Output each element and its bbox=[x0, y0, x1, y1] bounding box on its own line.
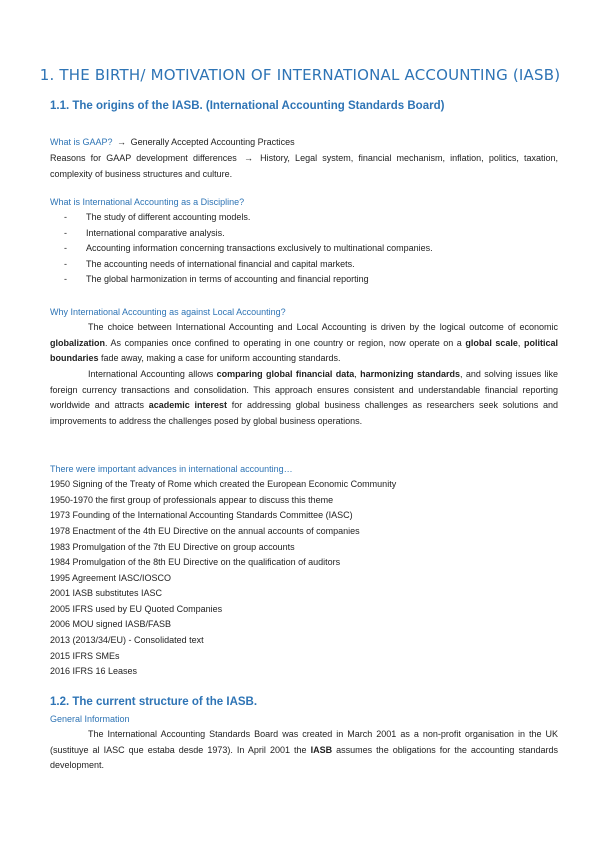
timeline-item: 1978 Enactment of the 4th EU Directive on the annual accounts of companies bbox=[50, 526, 360, 536]
text: The choice between International Accounting and Local Accounting is driven by the logical outcome of economic bbox=[88, 322, 558, 332]
gaap-reasons-paragraph bbox=[50, 151, 558, 182]
globalization-paragraph bbox=[50, 320, 558, 367]
timeline-item: 2005 IFRS used by EU Quoted Companies bbox=[50, 604, 223, 614]
timeline-item: 2015 IFRS SMEs bbox=[50, 651, 120, 661]
text: , bbox=[517, 337, 524, 348]
text: , bbox=[354, 369, 361, 379]
bold-text: IASB bbox=[310, 744, 333, 755]
list-item bbox=[50, 210, 433, 226]
list-item-text: International comparative analysis. bbox=[86, 227, 225, 238]
bold-text: political boundaries bbox=[50, 337, 558, 364]
timeline-item: 2006 MOU signed IASB/FASB bbox=[50, 619, 172, 629]
general-information-subheading: General Information bbox=[50, 714, 130, 724]
dash: - bbox=[64, 258, 67, 269]
timeline-item: 2016 IFRS 16 Leases bbox=[50, 666, 138, 676]
discipline-bullet-list bbox=[50, 210, 433, 288]
timeline-item: 1995 Agreement IASC/IOSCO bbox=[50, 573, 172, 583]
timeline-item: 1984 Promulgation of the 8th EU Directive on the qualification of auditors bbox=[50, 557, 341, 567]
bold-text: academic interest bbox=[148, 400, 228, 411]
bold-text: global scale bbox=[465, 337, 518, 348]
section-heading-origins: 1.1. The origins of the IASB. (International Accounting Standards Board) bbox=[50, 100, 445, 112]
advances-question: There were important advances in international accounting… bbox=[50, 464, 293, 474]
bold-text: harmonizing standards bbox=[360, 369, 460, 379]
gaap-question: What is GAAP? bbox=[50, 137, 113, 147]
list-item bbox=[50, 272, 433, 288]
list-item-text: The global harmonization in terms of accounting and financial reporting bbox=[86, 274, 369, 285]
bold-text: globalization bbox=[50, 337, 105, 348]
why-question: Why International Accounting as against Local Accounting? bbox=[50, 307, 286, 317]
dash: - bbox=[64, 274, 67, 285]
iasb-structure-paragraph bbox=[50, 727, 558, 774]
section-heading-structure: 1.2. The current structure of the IASB. bbox=[50, 696, 258, 708]
text: . As companies once confined to operating in one country or region, now operate on a bbox=[105, 337, 466, 348]
list-item bbox=[50, 257, 433, 273]
discipline-question: What is International Accounting as a Discipline? bbox=[50, 197, 245, 207]
timeline-item: 1950 Signing of the Treaty of Rome which created the European Economic Community bbox=[50, 479, 397, 489]
dash: - bbox=[64, 212, 67, 222]
text: fade away, making a case for uniform accounting standards. bbox=[98, 353, 341, 364]
timeline-item: 1950-1970 the first group of professionals appear to discuss this theme bbox=[50, 495, 334, 505]
gaap-answer: Generally Accepted Accounting Practices bbox=[130, 137, 295, 147]
text: The International Accounting Standards Board was created in March 2001 as a non-profit organisation in the UK (sustituye al IASC que estaba desde 1973). In April 2001 the bbox=[50, 729, 558, 755]
dash: - bbox=[64, 243, 67, 254]
gaap-line bbox=[50, 137, 295, 147]
arrow-icon: → bbox=[117, 137, 127, 147]
timeline-item: 2001 IASB substitutes IASC bbox=[50, 588, 163, 598]
timeline-item: 1973 Founding of the International Accounting Standards Committee (IASC) bbox=[50, 510, 353, 520]
dash: - bbox=[64, 227, 67, 238]
list-item bbox=[50, 226, 433, 242]
text: for addressing global business challenges as researchers seek solutions and improvements to address the challenges posed by global business operations. bbox=[50, 400, 558, 426]
international-accounting-paragraph bbox=[50, 367, 558, 429]
reasons-lead: Reasons for GAAP development differences bbox=[50, 153, 237, 163]
list-item-text: The accounting needs of international financial and capital markets. bbox=[86, 258, 355, 269]
text: , and solving issues like foreign currency transactions and consolidation. This approach ensures consistent and understandable financial reporting worldwide and attracts bbox=[50, 369, 558, 411]
page-title: 1. THE BIRTH/ MOTIVATION OF INTERNATIONAL ACCOUNTING (IASB) bbox=[39, 66, 561, 84]
list-item bbox=[50, 241, 433, 257]
text: assumes the obligations for the accounting standards development. bbox=[50, 744, 558, 771]
arrow-icon: → bbox=[243, 153, 253, 163]
reasons-list: History, Legal system, financial mechanism, inflation, politics, taxation, complexity of business structures and culture. bbox=[50, 153, 558, 179]
text: International Accounting allows bbox=[88, 369, 217, 379]
bold-text: comparing global financial data bbox=[216, 369, 355, 379]
timeline-item: 2013 (2013/34/EU) - Consolidated text bbox=[50, 635, 204, 645]
list-item-text: The study of different accounting models. bbox=[86, 212, 251, 222]
list-item-text: Accounting information concerning transactions exclusively to multinational companies. bbox=[86, 243, 433, 254]
timeline-item: 1983 Promulgation of the 7th EU Directive on group accounts bbox=[50, 542, 295, 552]
